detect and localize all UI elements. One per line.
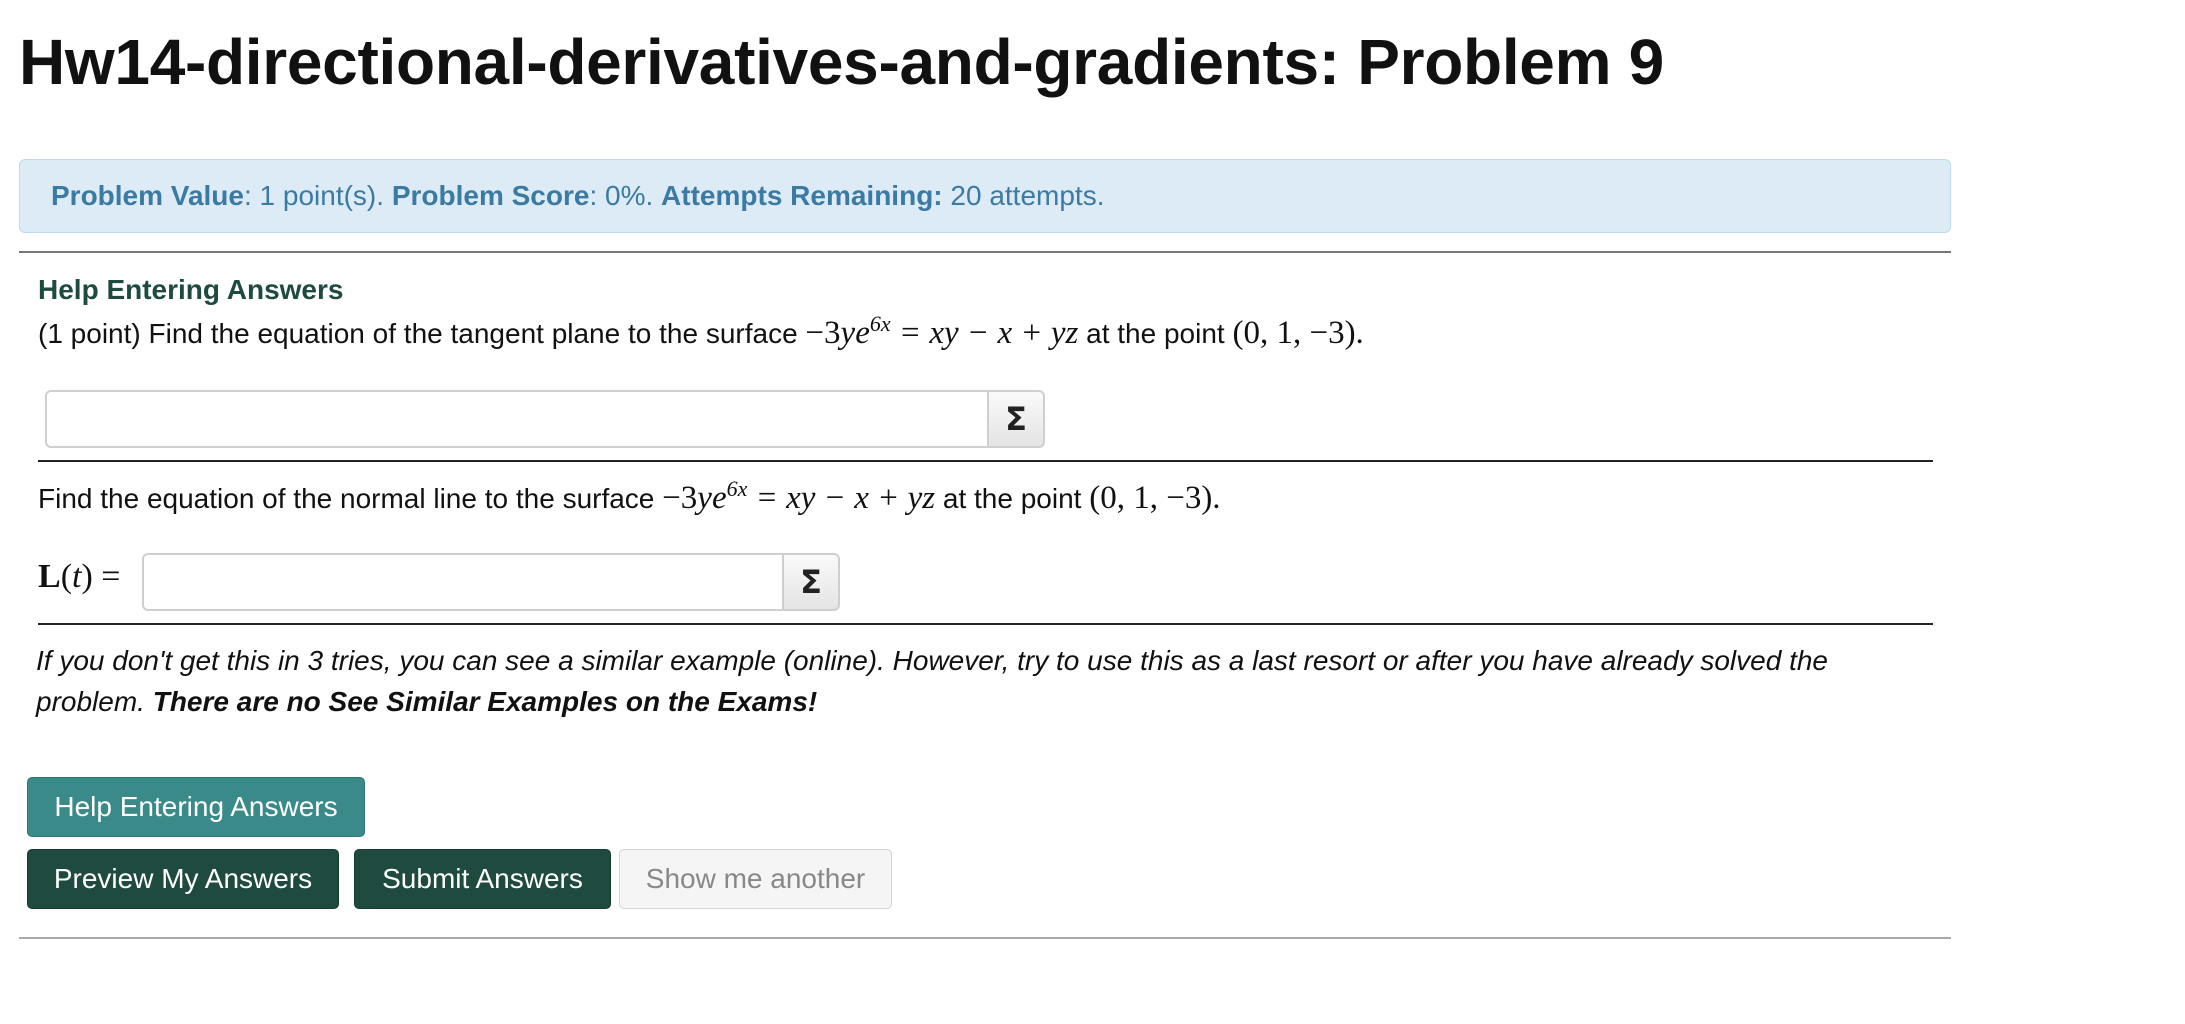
problem-value-label: Problem Value bbox=[51, 180, 244, 211]
attempts-remaining-label: Attempts Remaining: bbox=[661, 180, 943, 211]
help-entering-answers-heading: Help Entering Answers bbox=[38, 274, 344, 305]
problem-value: : 1 point(s). bbox=[243, 180, 392, 211]
preview-answers-button[interactable]: Preview My Answers bbox=[27, 849, 339, 909]
question-normal-line bbox=[38, 476, 1221, 517]
problem-score-label: Problem Score bbox=[391, 180, 590, 211]
answer-2-group bbox=[142, 553, 840, 611]
problem-info-bar bbox=[19, 159, 1951, 233]
divider-bottom bbox=[19, 937, 1951, 939]
show-me-another-button[interactable]: Show me another bbox=[619, 849, 892, 909]
answer-1-group bbox=[45, 390, 1045, 448]
equation-editor-button[interactable]: Σ bbox=[987, 390, 1045, 448]
at-point-text: at the point bbox=[935, 483, 1090, 514]
problem-score: : 0%. bbox=[589, 180, 662, 211]
similar-example-note: If you don't get this in 3 tries, you can see a similar example (online). However, try to use this as a last resort or after you have already solved the problem. There are no See Similar Examples on the Exams! bbox=[36, 645, 1828, 717]
exam-warning: There are no See Similar Examples on the Exams! bbox=[152, 686, 818, 717]
question-2-text: Find the equation of the normal line to the surface bbox=[38, 483, 663, 514]
surface-equation: $-3ye^{6x}$ = xy − x + yz bbox=[805, 311, 1079, 351]
equation-editor-button[interactable]: Σ bbox=[782, 553, 840, 611]
surface-equation: $-3ye^{6x}$ = xy − x + yz bbox=[662, 476, 936, 516]
attempts-remaining: 20 attempts. bbox=[942, 180, 1105, 211]
answer-1-input[interactable] bbox=[45, 390, 987, 448]
divider-top bbox=[19, 251, 1951, 253]
answer-2-input[interactable] bbox=[142, 553, 782, 611]
help-entering-answers-button[interactable]: Help Entering Answers bbox=[27, 777, 365, 837]
divider-2 bbox=[38, 623, 1933, 625]
divider-1 bbox=[38, 460, 1933, 462]
line-function-label: L(t) = bbox=[38, 558, 121, 595]
question-tangent-plane bbox=[38, 311, 1364, 352]
at-point-text: at the point bbox=[1078, 318, 1233, 349]
point-coordinates: (0, 1, −3). bbox=[1089, 480, 1221, 516]
submit-answers-button[interactable]: Submit Answers bbox=[354, 849, 611, 909]
page-title: Hw14-directional-derivatives-and-gradients: Problem 9 bbox=[19, 26, 1664, 98]
question-1-text: (1 point) Find the equation of the tangent plane to the surface bbox=[38, 318, 806, 349]
point-coordinates: (0, 1, −3). bbox=[1232, 315, 1364, 351]
